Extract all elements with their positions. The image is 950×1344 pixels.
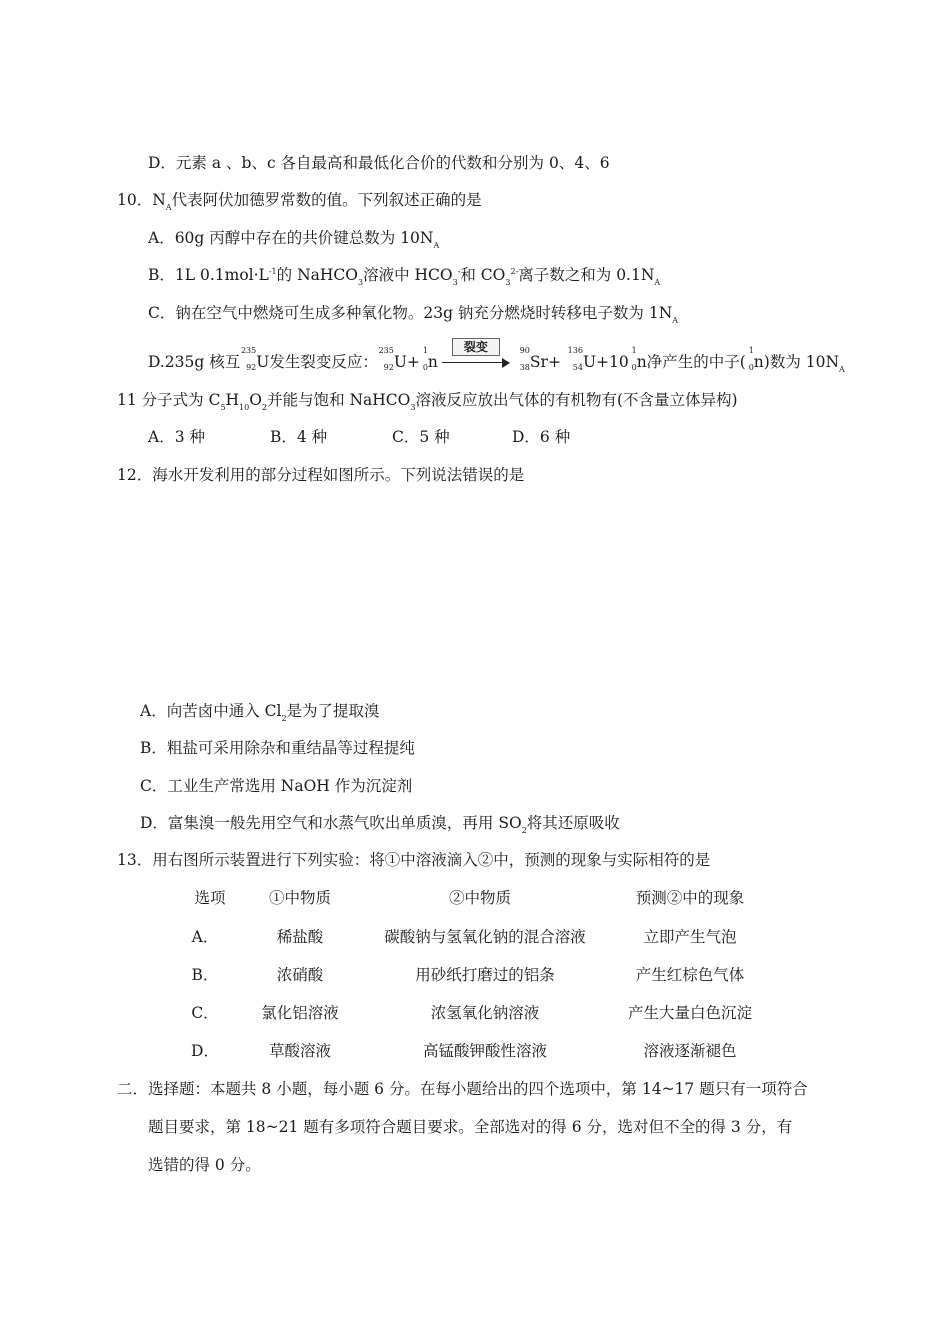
neutron-mass: 1 <box>422 346 428 355</box>
u136-nuclide <box>561 346 583 372</box>
q10-d-part3: 净产生的中子( <box>646 353 746 371</box>
q10-stem-post: 代表阿伏加德罗常数的值。下列叙述正确的是 <box>171 191 482 209</box>
neutron-number-3: 0 <box>748 363 754 372</box>
plus-sign-2: + <box>547 353 561 371</box>
table-cell: 立即产生气泡 <box>643 928 737 946</box>
q10-b-part2: 的 NaHCO <box>276 266 358 284</box>
table-cell: A． <box>191 928 219 946</box>
u235-mass-2: 235 <box>378 346 394 355</box>
q12-d-sub: 2 <box>521 826 527 835</box>
q11-option-b: B．4 种 <box>270 428 328 446</box>
u235-symbol: U <box>256 353 270 371</box>
table-header: ①中物质 <box>268 889 331 907</box>
neutron-mass-2: 1 <box>631 346 637 355</box>
neutron-nuclide-2 <box>629 346 637 372</box>
table-header: 预测②中的现象 <box>635 889 745 907</box>
q11-h: H <box>225 391 240 409</box>
q10-stem <box>117 190 482 210</box>
arrow-shaft <box>442 362 504 363</box>
table-header: 选项 <box>194 889 226 907</box>
neutron-nuclide <box>420 346 428 372</box>
arrow-head-icon <box>502 358 510 368</box>
q11-c-sub: 5 <box>220 403 226 412</box>
table-cell: 氯化铝溶液 <box>261 1004 339 1022</box>
q11-h-sub: 10 <box>239 403 250 412</box>
q10-b-sup3: 2- <box>510 267 519 276</box>
u235-nuclide-2 <box>378 346 394 372</box>
q10-b-sub3: 3 <box>505 278 511 287</box>
q12-option-a <box>140 701 380 721</box>
q10-d-part2: 发生裂变反应： <box>269 353 378 371</box>
neutron-coefficient: +10 <box>596 353 629 371</box>
table-cell: 碳酸钠与氢氧化钠的混合溶液 <box>384 928 586 946</box>
q10-b-part4: 和 CO <box>460 266 506 284</box>
q12-option-d <box>140 813 620 833</box>
q10-b-part5: 离子数之和为 0.1N <box>518 266 655 284</box>
q10-option-b <box>148 265 660 285</box>
q12-a-pre: A．向苦卤中通入 Cl <box>140 702 282 720</box>
q10-option-a-text: A．60g 丙醇中存在的共价键总数为 10N <box>148 229 434 247</box>
neutron-symbol: n <box>427 353 438 371</box>
table-cell: 溶液逐渐褪色 <box>643 1042 737 1060</box>
q10-option-c-sub: A <box>672 316 679 325</box>
table-cell: B． <box>191 966 219 984</box>
u136-mass: 136 <box>567 346 583 355</box>
q12-option-c: C．工业生产常选用 NaOH 作为沉淀剂 <box>140 777 413 795</box>
q10-option-c-text: C．钠在空气中燃烧可生成多种氧化物。23g 钠充分燃烧时转移电子数为 1N <box>148 304 673 322</box>
q10-d-part1: D.235g 核互 <box>148 353 241 371</box>
q10-stem-sub: A <box>165 203 172 212</box>
table-cell: D． <box>191 1042 219 1060</box>
q10-option-d <box>148 340 845 376</box>
u136-symbol: U <box>582 353 597 371</box>
q10-d-sub: A <box>839 365 845 374</box>
u235-mass: 235 <box>240 346 257 355</box>
q11-option-a: A．3 种 <box>148 428 205 446</box>
fission-arrow <box>440 340 512 376</box>
q10-b-part1: B．1L 0.1mol·L <box>148 266 269 284</box>
q11-n-sub: 3 <box>410 403 416 412</box>
neutron-mass-3: 1 <box>748 346 754 355</box>
table-cell: 高锰酸钾酸性溶液 <box>422 1042 547 1060</box>
q13-stem: 13．用右图所示装置进行下列实验：将①中溶液滴入②中，预测的现象与实际相符的是 <box>117 851 711 869</box>
q10-b-sub1: 3 <box>357 278 364 287</box>
q11-o: O <box>249 391 262 409</box>
u235-number: 92 <box>246 363 257 372</box>
neutron-symbol-2: n <box>636 353 647 371</box>
sr90-nuclide <box>514 346 530 372</box>
q10-b-sub4: A <box>654 278 661 287</box>
q10-option-a-sub: A <box>433 241 440 250</box>
q11-stem-pre: 11 分子式为 C <box>117 391 221 409</box>
neutron-symbol-3: n <box>753 353 764 371</box>
q11-o-sub: 2 <box>261 403 268 412</box>
sr90-number: 38 <box>519 363 530 372</box>
table-cell: 产生红棕色气体 <box>635 966 745 984</box>
section2-line2: 题目要求，第 18~21 题有多项符合题目要求。全部选对的得 6 分，选对但不全的得 3 分，有 <box>148 1118 793 1136</box>
neutron-nuclide-3 <box>746 346 754 372</box>
table-cell: 浓硝酸 <box>276 966 324 984</box>
q10-d-part4: )数为 10N <box>763 353 840 371</box>
q10-b-sub2: 3 <box>452 278 458 287</box>
q10-option-a <box>148 228 439 248</box>
u235-symbol-2: U <box>393 353 407 371</box>
u235-nuclide <box>240 346 257 372</box>
table-header: ②中物质 <box>448 889 511 907</box>
table-cell: 稀盐酸 <box>276 928 324 946</box>
q10-b-part3: 溶液中 HCO <box>363 266 453 284</box>
table-cell: 浓氢氧化钠溶液 <box>430 1004 540 1022</box>
table-cell: C． <box>191 1004 219 1022</box>
sr90-symbol: Sr <box>529 353 548 371</box>
q12-a-sub: 2 <box>281 714 287 723</box>
plus-sign: + <box>406 353 420 371</box>
q10-option-c <box>148 303 678 323</box>
section2-line3: 选错的得 0 分。 <box>148 1156 261 1174</box>
q11-stem-post: 溶液反应放出气体的有机物有(不含量立体异构) <box>415 391 738 409</box>
table-cell: 产生大量白色沉淀 <box>627 1004 752 1022</box>
table-cell: 用砂纸打磨过的铝条 <box>415 966 555 984</box>
q11-stem <box>117 390 738 410</box>
table-cell: 草酸溶液 <box>268 1042 331 1060</box>
neutron-number-2: 0 <box>631 363 637 372</box>
q10-stem-pre: 10．N <box>117 191 166 209</box>
q11-option-c: C．5 种 <box>392 428 450 446</box>
fission-arrow-label: 裂变 <box>452 338 500 356</box>
q10-b-sup1: -1 <box>268 267 277 276</box>
q12-d-pre: D．富集溴一般先用空气和水蒸气吹出单质溴，再用 SO <box>140 814 522 832</box>
section2-line1: 二．选择题：本题共 8 小题，每小题 6 分。在每小题给出的四个选项中，第 14~17 题只有一项符合 <box>117 1080 808 1098</box>
q12-stem: 12．海水开发利用的部分过程如图所示。下列说法错误的是 <box>117 466 525 484</box>
q9-option-d: D．元素 a 、b、c 各自最高和最低化合价的代数和分别为 0、4、6 <box>148 154 610 172</box>
q11-stem-mid: 并能与饱和 NaHCO <box>267 391 411 409</box>
q12-option-b: B．粗盐可采用除杂和重结晶等过程提纯 <box>140 739 415 757</box>
q11-option-d: D．6 种 <box>512 428 571 446</box>
q12-d-post: 将其还原吸收 <box>526 814 620 832</box>
u235-number-2: 92 <box>383 363 394 372</box>
q10-b-sup2: - <box>457 267 461 276</box>
q12-a-post: 是为了提取溴 <box>286 702 380 720</box>
neutron-number: 0 <box>422 363 428 372</box>
u136-number: 54 <box>572 363 583 372</box>
sr90-mass: 90 <box>519 346 530 355</box>
